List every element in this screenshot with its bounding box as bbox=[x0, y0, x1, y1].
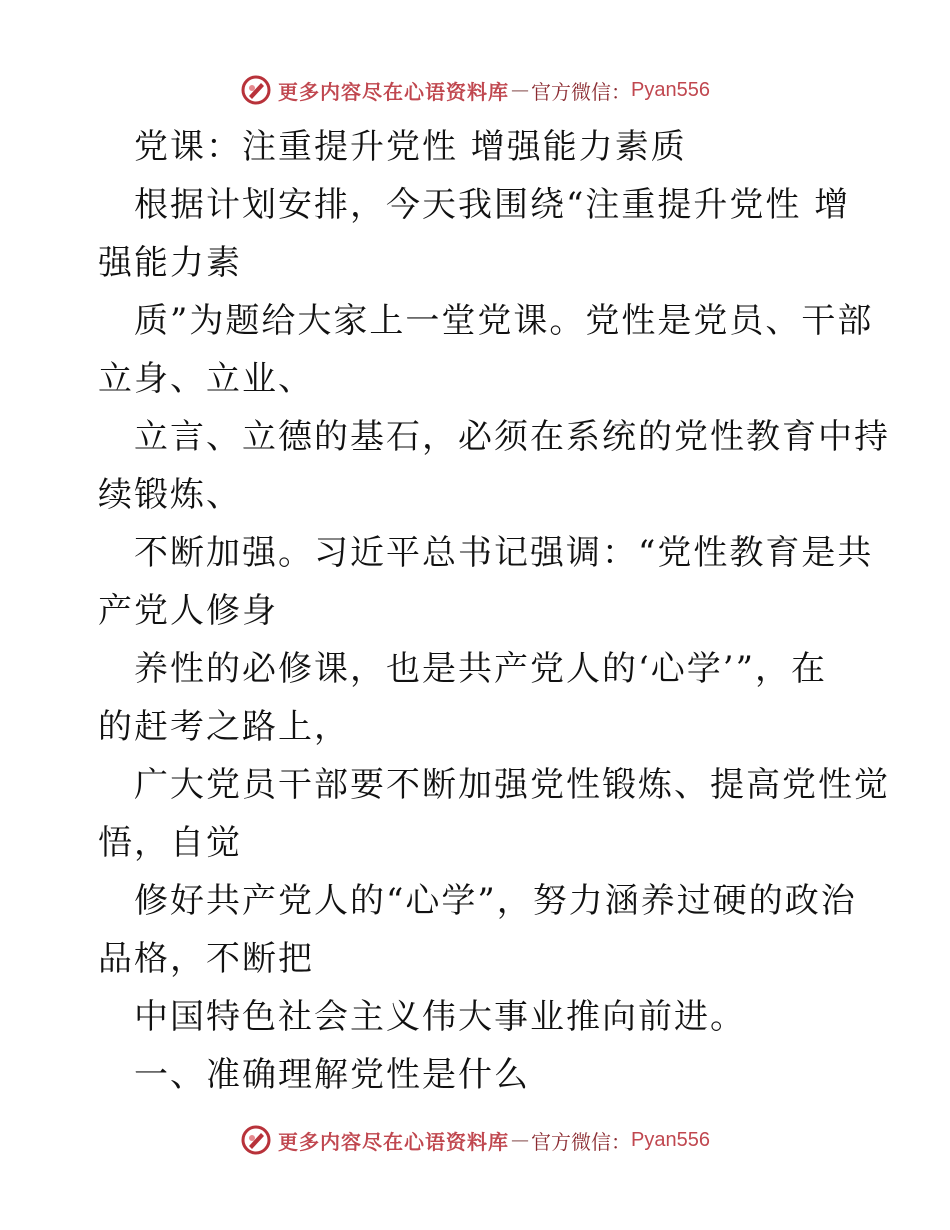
text-line: 的赶考之路上， bbox=[98, 707, 350, 747]
text-line: 养性的必修课，也是共产党人的‘心学’”，在 bbox=[134, 649, 827, 689]
watermark-brand: 更多内容尽在心语资料库 bbox=[278, 79, 510, 104]
text-line: 中国特色社会主义伟大事业推向前进。 bbox=[134, 997, 746, 1037]
header-watermark bbox=[0, 70, 950, 110]
text-line: 根据计划安排，今天我围绕“注重提升党性 增 bbox=[134, 185, 851, 225]
text-line: 质”为题给大家上一堂党课。党性是党员、干部 bbox=[134, 301, 874, 341]
text-line: 悟，自觉 bbox=[98, 823, 242, 863]
text-line: 广大党员干部要不断加强党性锻炼、提高党性觉 bbox=[134, 765, 890, 805]
text-line: 产党人修身 bbox=[98, 591, 278, 631]
watermark-brand: 更多内容尽在心语资料库 bbox=[278, 1129, 510, 1154]
footer-watermark bbox=[0, 1120, 950, 1160]
text-line: 续锻炼、 bbox=[98, 475, 242, 515]
text-line: 立言、立德的基石，必须在系统的党性教育中持 bbox=[134, 417, 890, 457]
text-line: 修好共产党人的“心学”，努力涵养过硬的政治 bbox=[134, 881, 857, 921]
document-body bbox=[98, 118, 890, 1104]
watermark-wechat-id: Pyan556 bbox=[631, 78, 710, 101]
text-line: 不断加强。习近平总书记强调：“党性教育是共 bbox=[134, 533, 874, 573]
watermark-wechat-id: Pyan556 bbox=[631, 1128, 710, 1151]
seal-logo-icon bbox=[240, 74, 272, 106]
document-title: 党课：注重提升党性 增强能力素质 bbox=[134, 127, 687, 167]
seal-logo-icon bbox=[240, 1124, 272, 1156]
text-line: 立身、立业、 bbox=[98, 359, 314, 399]
text-line: 品格，不断把 bbox=[98, 939, 314, 979]
watermark-dash: — bbox=[511, 79, 530, 101]
watermark-wechat-label: 官方微信： bbox=[531, 1129, 632, 1154]
watermark-dash: — bbox=[511, 1129, 530, 1151]
text-line: 强能力素 bbox=[98, 243, 242, 283]
section-heading: 一、准确理解党性是什么 bbox=[134, 1055, 530, 1095]
watermark-wechat-label: 官方微信： bbox=[531, 79, 632, 104]
